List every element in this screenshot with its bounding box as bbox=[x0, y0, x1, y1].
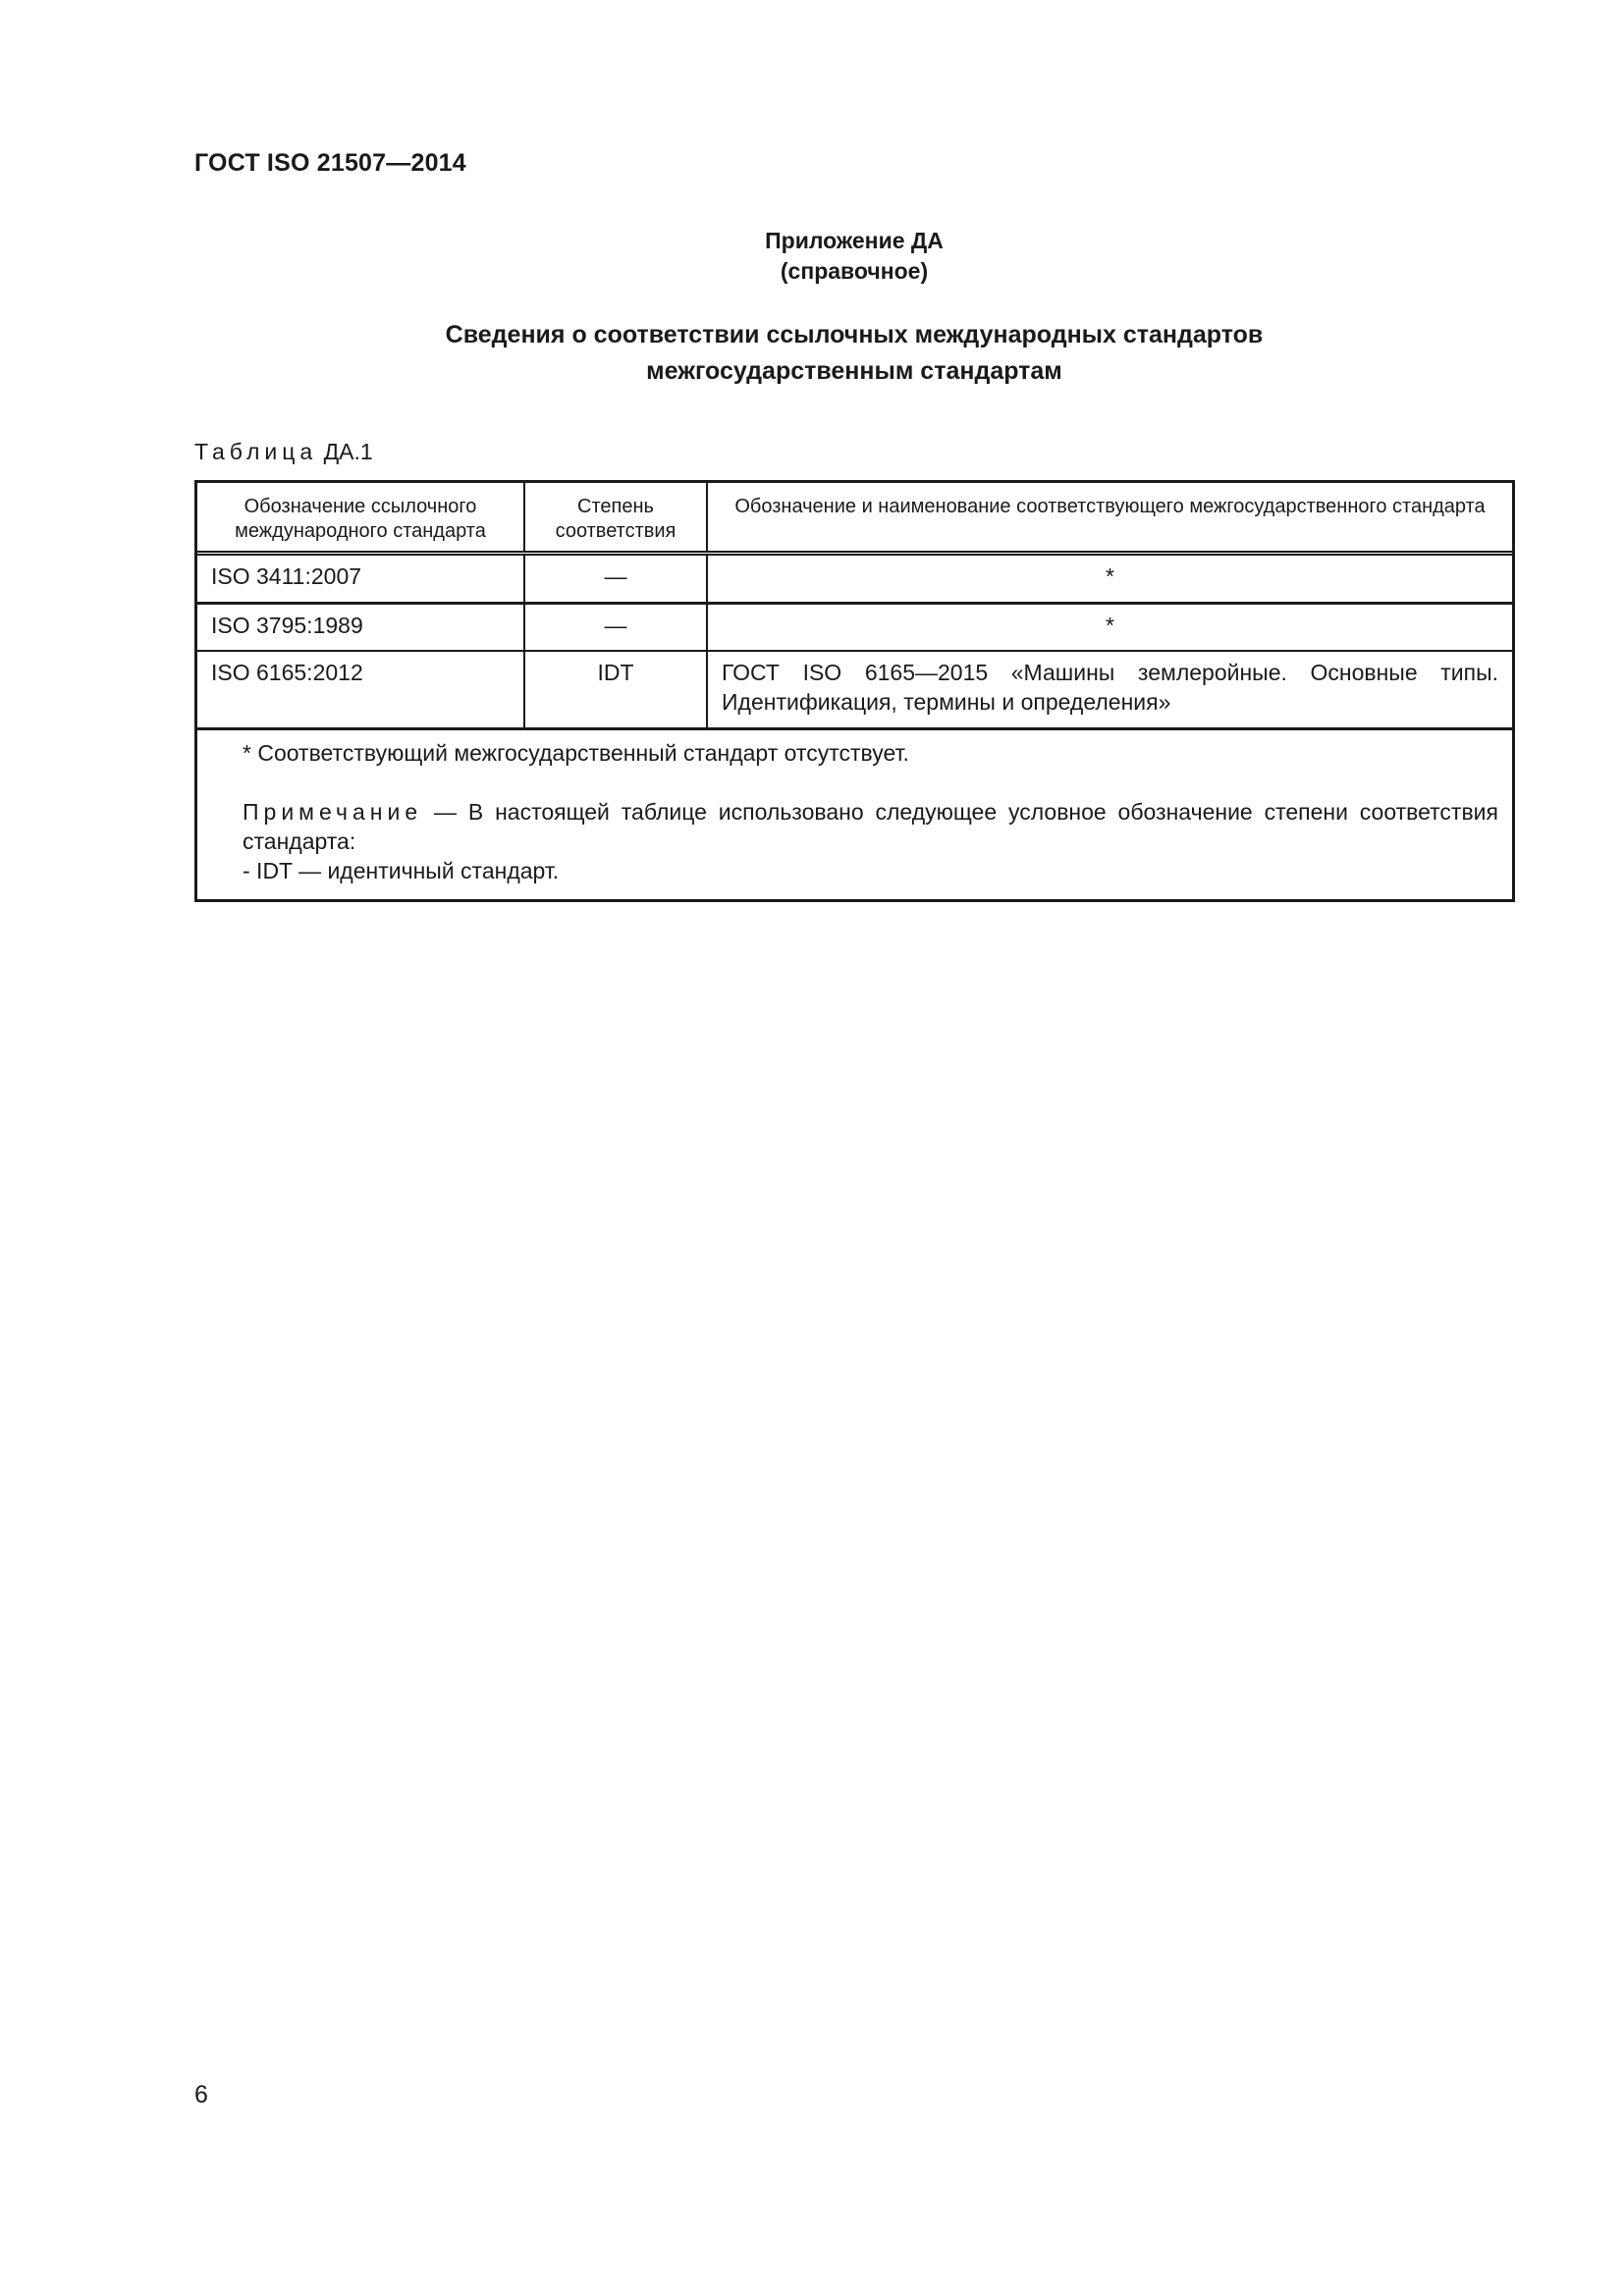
note-item: - IDT — идентичный стандарт. bbox=[243, 858, 560, 883]
table-row bbox=[197, 605, 1512, 652]
title-line-1: Сведения о соответствии ссылочных международных стандартов bbox=[445, 321, 1264, 348]
appendix-label: Приложение ДА bbox=[765, 228, 944, 253]
cell-national: * bbox=[1106, 563, 1114, 589]
table-caption-id: ДА.1 bbox=[323, 439, 373, 464]
table-caption bbox=[194, 439, 373, 465]
cell-national: * bbox=[1106, 613, 1114, 638]
column-header-reference: Обозначение ссылочного международного стандарта bbox=[197, 483, 525, 551]
table-caption-word: Таблица bbox=[194, 439, 318, 464]
cell-reference: ISO 6165:2012 bbox=[197, 652, 525, 727]
document-code: ГОСТ ISO 21507—2014 bbox=[194, 149, 466, 177]
column-header-national: Обозначение и наименование соответствующего межгосударственного стандарта bbox=[734, 496, 1486, 517]
footnote: * Соответствующий межгосударственный стандарт отсутствует. bbox=[243, 740, 909, 766]
table-header-row bbox=[197, 483, 1512, 556]
cell-reference: ISO 3795:1989 bbox=[197, 605, 525, 650]
title-line-2: межгосударственным стандартам bbox=[646, 357, 1062, 385]
table-footer bbox=[197, 730, 1512, 899]
appendix-type: (справочное) bbox=[780, 258, 929, 284]
cell-national: ГОСТ ISO 6165—2015 «Машины землеройные. Основные типы. Идентификация, термины и определения» bbox=[722, 660, 1498, 715]
table-row bbox=[197, 652, 1512, 730]
appendix-heading bbox=[0, 226, 1624, 287]
cell-degree: — bbox=[525, 556, 708, 602]
section-title bbox=[0, 317, 1624, 390]
cell-degree: — bbox=[525, 605, 708, 650]
note bbox=[211, 797, 1498, 856]
page-number: 6 bbox=[194, 2081, 208, 2109]
note-text: — В настоящей таблице использовано следующее условное обозначение степени соответствия стандарта: bbox=[243, 799, 1498, 854]
column-header-degree: Степень соответствия bbox=[525, 483, 708, 551]
correspondence-table bbox=[194, 480, 1515, 902]
cell-degree: IDT bbox=[525, 652, 708, 727]
cell-reference: ISO 3411:2007 bbox=[197, 556, 525, 602]
note-label: Примечание bbox=[243, 799, 423, 825]
table-row bbox=[197, 556, 1512, 605]
